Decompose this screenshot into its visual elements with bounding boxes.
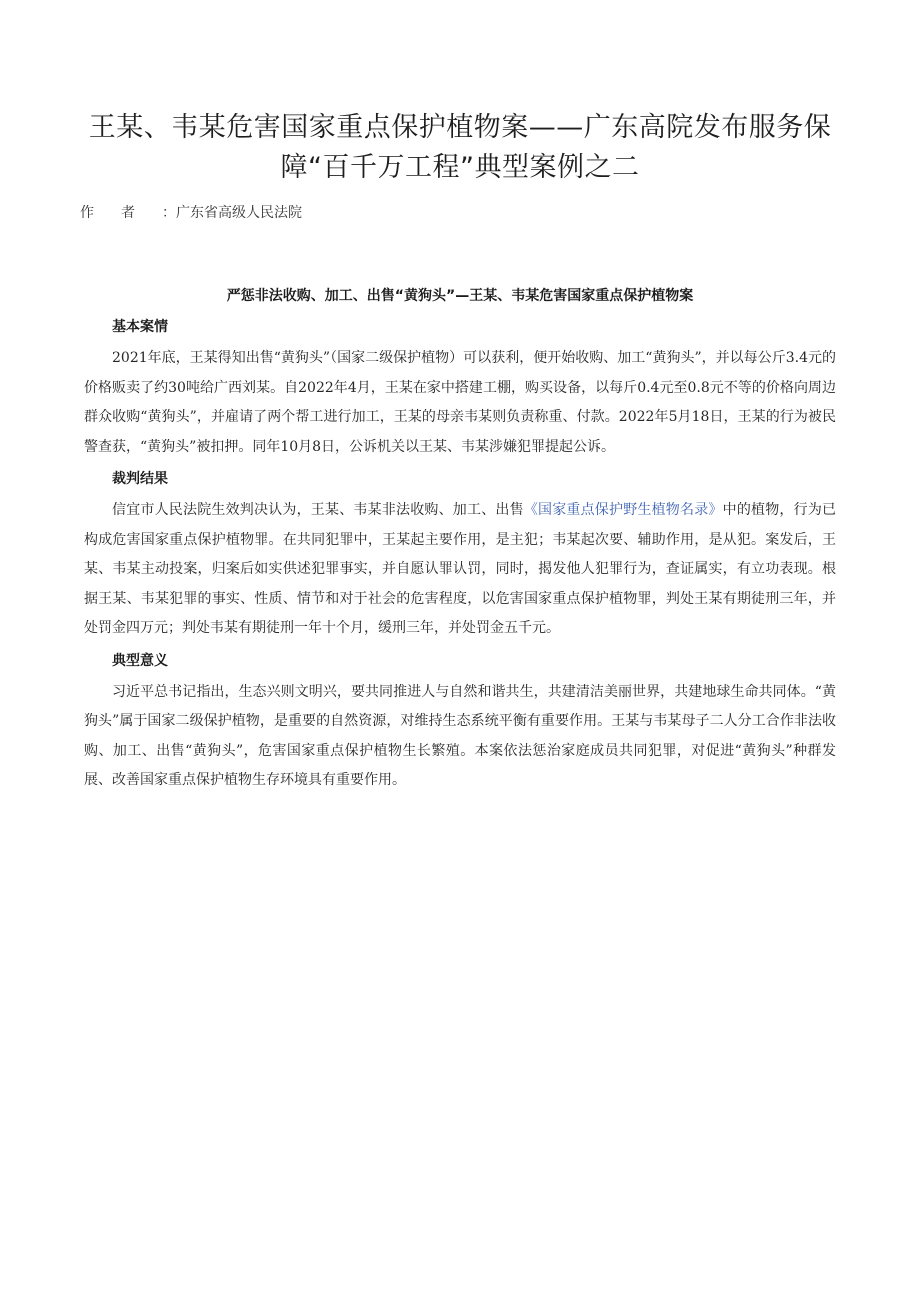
author-value: 广东省高级人民法院 [176, 205, 302, 221]
plant-list-link[interactable]: 《国家重点保护野生植物名录》 [523, 502, 723, 518]
judgment-paragraph [84, 496, 836, 644]
section-heading-significance: 典型意义 [112, 652, 168, 669]
author-label: 作者： [80, 205, 176, 221]
judgment-text-before-link: 信宜市人民法院生效判决认为，王某、韦某非法收购、加工、出售 [112, 502, 524, 518]
basic-facts-paragraph: 2021年底，王某得知出售“黄狗头”（国家二级保护植物）可以获利，便开始收购、加工“黄狗头”，并以每公斤3.4元的价格贩卖了约30吨给广西刘某。自2022年4月，王某在家中搭建工棚，购买设备，以每斤0.4元至0.8元不等的价格向周边群众收购“黄狗头”，并雇请了两个帮工进行加工，王某的母亲韦某则负责称重、付款。2022年5月18日，王某的行为被民警查获，“黄狗头”被扣押。同年10月8日，公诉机关以王某、韦某涉嫌犯罪提起公诉。 [84, 350, 836, 455]
author-row [80, 203, 302, 223]
significance-paragraph: 习近平总书记指出，生态兴则文明兴，要共同推进人与自然和谐共生，共建清洁美丽世界，共建地球生命共同体。“黄狗头”属于国家二级保护植物，是重要的自然资源，对维持生态系统平衡有重要作用。王某与韦某母子二人分工合作非法收购、加工、出售“黄狗头”，危害国家重点保护植物生长繁殖。本案依法惩治家庭成员共同犯罪，对促进“黄狗头”种群发展、改善国家重点保护植物生存环境具有重要作用。 [84, 683, 836, 788]
section-heading-judgment: 裁判结果 [112, 471, 168, 487]
section-heading-basic-facts: 基本案情 [112, 319, 168, 335]
document-title: 王某、韦某危害国家重点保护植物案——广东高院发布服务保障“百千万工程”典型案例之二 [88, 112, 832, 183]
article-body [84, 284, 836, 800]
case-heading: 严惩非法收购、加工、出售“黄狗头”—王某、韦某危害国家重点保护植物案 [226, 288, 694, 304]
judgment-text-after-link: 中的植物，行为已构成危害国家重点保护植物罪。在共同犯罪中，王某起主要作用，是主犯；韦某起次要、辅助作用，是从犯。案发后，王某、韦某主动投案，归案后如实供述犯罪事实，并自愿认罪认罚，同时，揭发他人犯罪行为，查证属实，有立功表现。根据王某、韦某犯罪的事实、性质、情节和对于社会的危害程度，以危害国家重点保护植物罪，判处王某有期徒刑三年，并处罚金四万元；判处韦某有期徒刑一年十个月，缓刑三年，并处罚金五千元。 [84, 502, 837, 636]
